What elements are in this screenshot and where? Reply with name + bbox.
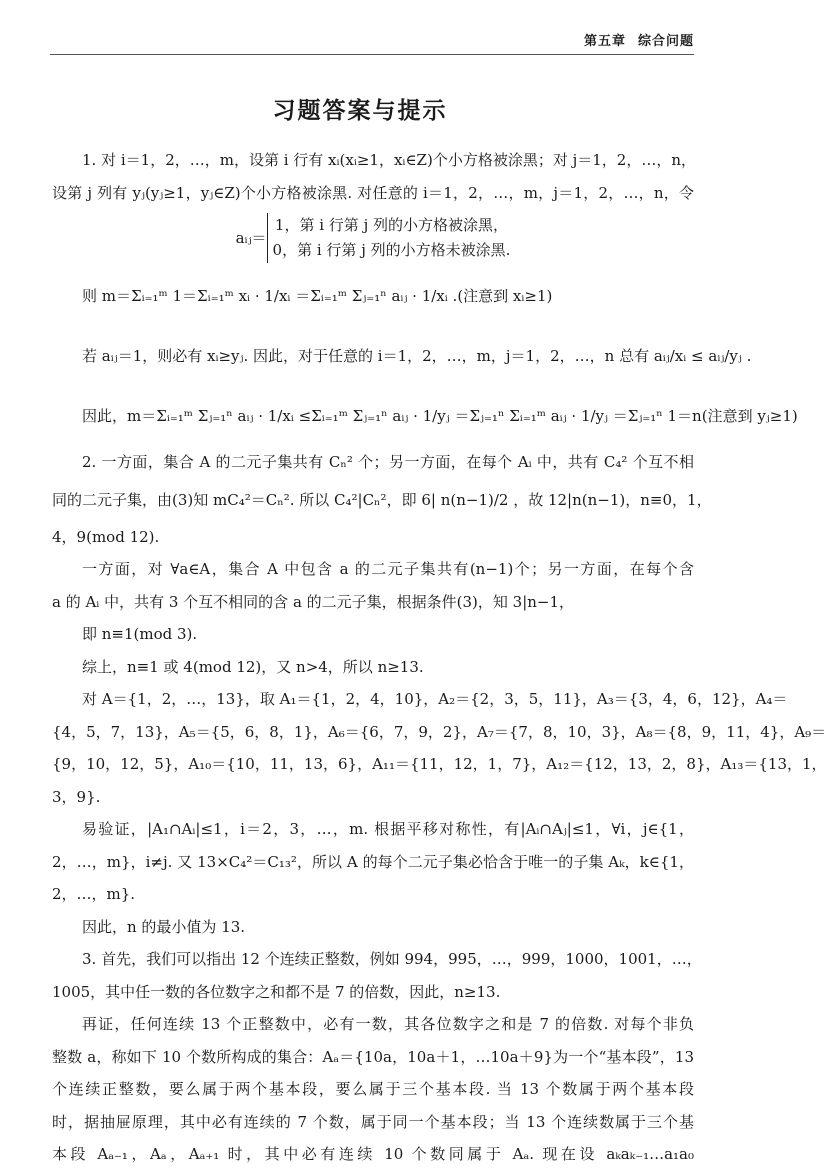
text-line: 综上，n≡1 或 4(mod 12)，又 n>4，所以 n≥13. <box>82 657 424 676</box>
text-line: 一方面，对 ∀a∈A，集合 A 中包含 a 的二元子集共有(n−1)个；另一方面，在每个含 <box>82 560 694 578</box>
piecewise-cases <box>267 213 511 263</box>
text-line: 2，…，m}，i≠j. 又 13×C₄²＝C₁₃²，所以 A 的每个二元子集必恰含于唯一的子集 Aₖ，k∈{1， <box>52 852 694 871</box>
text-line: 时，据抽屉原理，其中必有连续的 7 个数，属于同一个基本段；当 13 个连续数属于三个基 <box>52 1112 694 1131</box>
text-line: 4，9(mod 12). <box>52 527 160 546</box>
section-label: 综合问题 <box>637 34 694 49</box>
text-line: 设第 j 列有 yⱼ(yⱼ≥1，yⱼ∈Z)个小方格被涂黑. 对任意的 i＝1，2，…，m，j＝1，2，…，n，令 <box>52 183 694 202</box>
text-line: a 的 Aᵢ 中，共有 3 个互不相同的含 a 的二元子集，根据条件(3)，知 3|n−1， <box>52 592 575 611</box>
header-rule <box>50 54 694 55</box>
text-line: 因此，n 的最小值为 13. <box>82 917 246 936</box>
text-line: 若 aᵢⱼ＝1，则必有 xᵢ≥yⱼ. 因此，对于任意的 i＝1，2，…，m，j＝1，2，…，n 总有 aᵢⱼ/xᵢ ≤ aᵢⱼ/yⱼ . <box>82 347 752 365</box>
page-body <box>52 144 827 1171</box>
text-line: 1005，其中任一数的各位数字之和都不是 7 的倍数，因此，n≥13. <box>52 982 501 1001</box>
chapter-label: 第五章 <box>583 34 626 49</box>
text-line: 3. 首先，我们可以指出 12 个连续正整数，例如 994，995，…，999，1000，1001，…， <box>82 950 702 968</box>
case-line: 1，第 i 行第 j 列的小方格被涂黑， <box>274 216 508 234</box>
text-line: 3，9}. <box>52 787 101 806</box>
text-line: 同的二元子集，由(3)知 mC₄²＝Cₙ². 所以 C₄²|Cₙ²，即 6| n(n−1)/2 ，故 12|n(n−1)，n≡0，1， <box>52 490 712 509</box>
text-line: 则 m＝Σᵢ₌₁ᵐ 1＝Σᵢ₌₁ᵐ xᵢ · 1/xᵢ ＝Σᵢ₌₁ᵐ Σⱼ₌₁ⁿ aᵢⱼ · 1/xᵢ .(注意到 xᵢ≥1) <box>82 287 553 305</box>
text-line: 再证，任何连续 13 个正整数中，必有一数，其各位数字之和是 7 的倍数. 对每个非负 <box>82 1015 694 1033</box>
text-line: 整数 a，称如下 10 个数所构成的集合：Aₐ＝{10a，10a＋1，…10a＋9}为一个“基本段”，13 <box>52 1047 694 1066</box>
piecewise-definition: aᵢⱼ＝1，第 i 行第 j 列的小方格被涂黑， 0，第 i 行第 j 列的小方格未被涂黑. <box>52 209 694 266</box>
text-line: {4，5，7，13}，A₅＝{5，6，8，1}，A₆＝{6，7，9，2}，A₇＝{7，8，10，3}，A₈＝{8，9，11，4}，A₉＝ <box>52 722 827 741</box>
text-line: 因此，m＝Σᵢ₌₁ᵐ Σⱼ₌₁ⁿ aᵢⱼ · 1/xᵢ ≤Σᵢ₌₁ᵐ Σⱼ₌₁ⁿ aᵢⱼ · 1/yⱼ ＝Σⱼ₌₁ⁿ Σᵢ₌₁ᵐ aᵢⱼ · 1/yⱼ ＝Σⱼ₌₁ⁿ 1＝n(注意到 yⱼ≥1) <box>82 407 798 425</box>
chapter-header <box>584 30 694 49</box>
text-line: 2，…，m}. <box>52 885 136 903</box>
text-line: 个连续正整数，要么属于两个基本段，要么属于三个基本段. 当 13 个数属于两个基本段 <box>52 1080 694 1098</box>
text-line: {9，10，12，5}，A₁₀＝{10，11，13，6}，A₁₁＝{11，12，1，7}，A₁₂＝{12，13，2，8}，A₁₃＝{13，1， <box>52 755 827 773</box>
case-line: 0，第 i 行第 j 列的小方格未被涂黑. <box>272 241 511 259</box>
text-line: 对 A＝{1，2，…，13}，取 A₁＝{1，2，4，10}，A₂＝{2，3，5，11}，A₃＝{3，4，6，12}，A₄＝ <box>82 690 788 708</box>
text-line: 易验证，|A₁∩Aᵢ|≤1，i＝2，3，…，m. 根据平移对称性，有|Aᵢ∩Aⱼ|≤1，∀i，j∈{1， <box>82 820 694 838</box>
text-line: 即 n≡1(mod 3). <box>82 625 198 643</box>
page-title: 习题答案与提示 <box>272 98 448 124</box>
text-line: 2. 一方面，集合 A 的二元子集共有 Cₙ² 个；另一方面，在每个 Aᵢ 中，共有 C₄² 个互不相 <box>82 453 694 471</box>
text-line: 1. 对 i＝1，2，…，m，设第 i 行有 xᵢ(xᵢ≥1，xᵢ∈Z)个小方格被涂黑；对 j＝1，2，…，n， <box>82 151 696 169</box>
text-line: 本段 Aₐ₋₁，Aₐ，Aₐ₊₁ 时，其中必有连续 10 个数同属于 Aₐ. 现在设 aₖaₖ₋₁…a₁a₀ <box>52 1145 694 1163</box>
